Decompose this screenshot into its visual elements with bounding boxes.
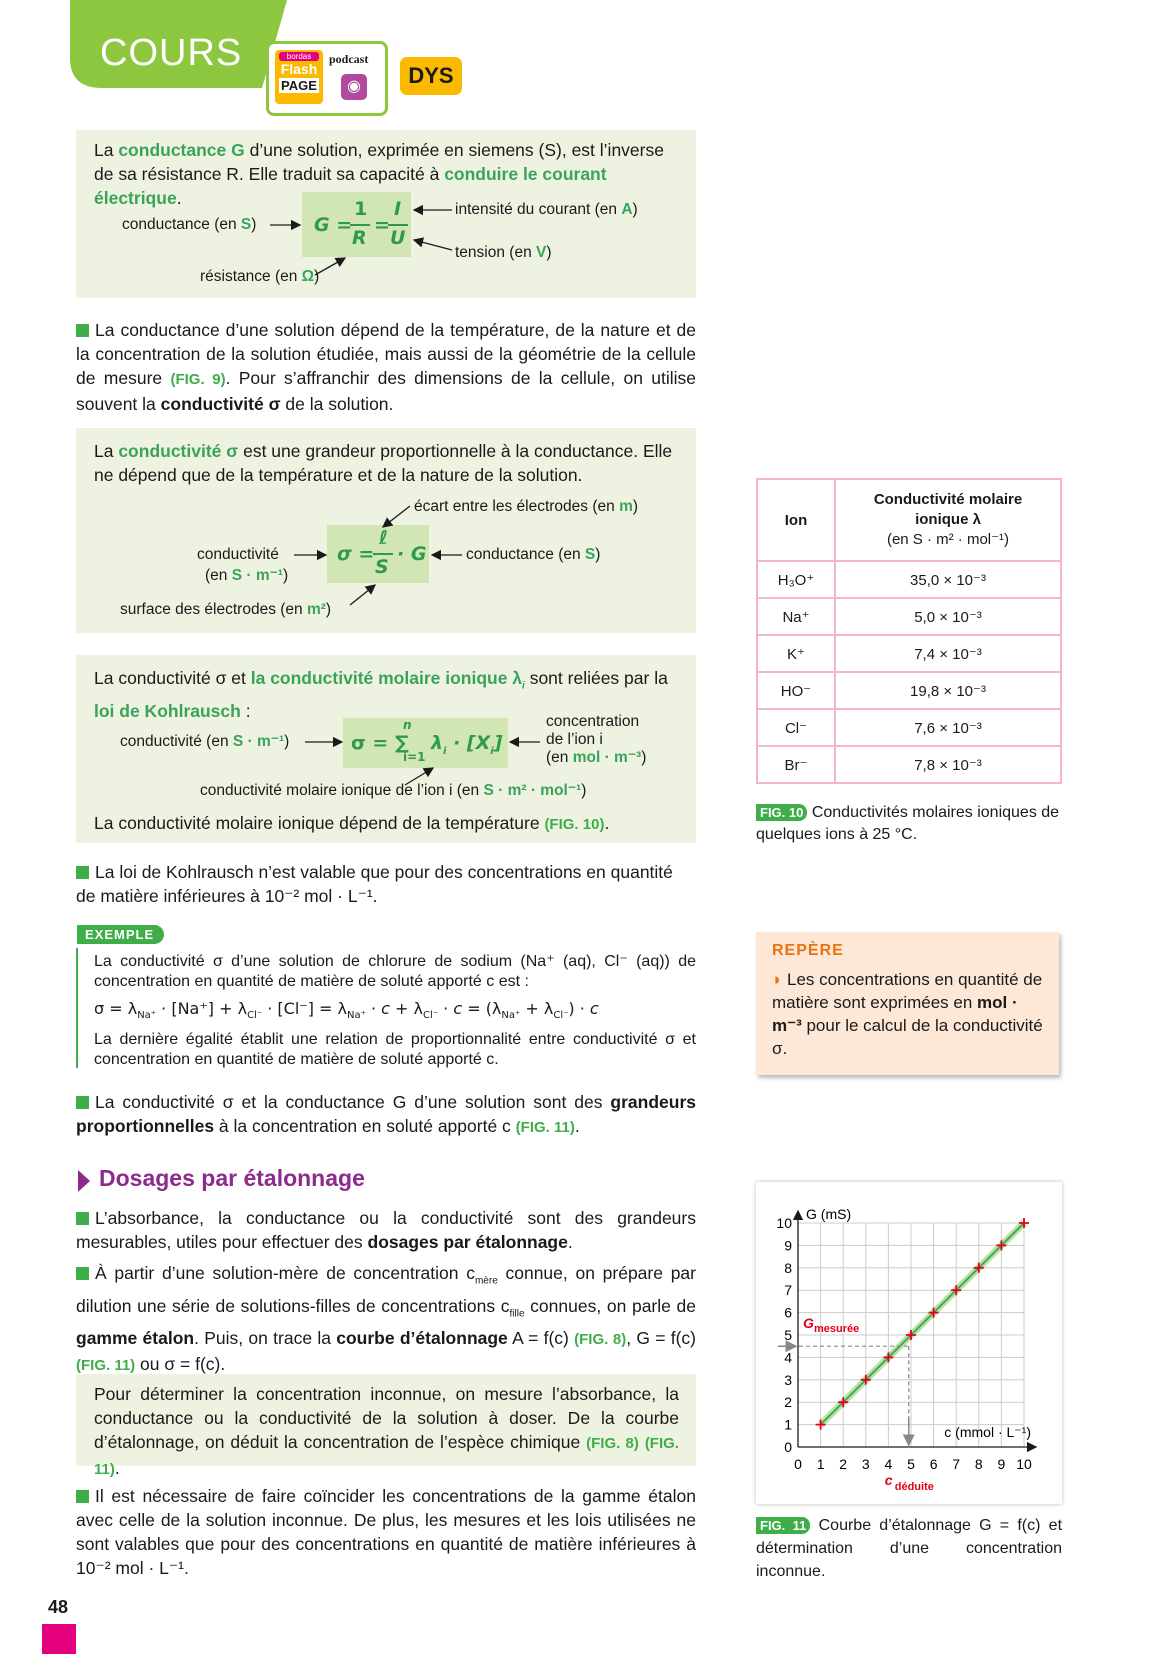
ion-conductivity-table [756,478,1062,784]
y-tick-label: 5 [784,1327,792,1343]
c-deduite-sub: déduite [894,1481,934,1493]
example-text-1: La conductivité σ d’une solution de chlorure de sodium (Na⁺ (aq), Cl⁻ (aq)) de concentration en quantité de matière de soluté apporté c est : [94,953,696,990]
paragraph-kohlrausch-validity: La loi de Kohlrausch n’est valable que pour des concentrations en quantité de matière inférieures à 10⁻² mol · L⁻¹. [76,862,673,906]
x-tick-label: 9 [997,1456,1006,1472]
g-mesuree-sub: mesurée [814,1323,860,1336]
box3-arrows [0,0,700,850]
y-tick-label: 6 [784,1304,792,1321]
podcast-label: podcast [329,52,369,66]
x-tick-label: 8 [974,1456,983,1472]
label-conductance: conductance (en S) [466,546,601,563]
paragraph-gamme-etalon: À partir d’une solution-mère de concentration $c_{mère}$ connue, on prépare par dilution une série de solutions-filles de concentrations $c_{fille}$ connues, on parle de gamme étalon. Puis, on trace la courbe d’étalonnage A = f(c) (FIG. 8), G = f(c) (FIG. 11) ou σ = f(c). [76,1263,696,1374]
x-tick-label: 7 [952,1456,961,1472]
y-tick-label: 8 [784,1259,792,1276]
conductivity-definition: La conductivité σ est une grandeur proportionnelle à la conductance. Elle ne dépend que de la température et de la nature de la solution. [94,441,673,485]
paragraph-coincidence: Il est nécessaire de faire coïncider les concentrations de la gamme étalon avec celle de la solution inconnue. De plus, les mesures et les lois utilisées ne sont valables que pour des concentrations en quantité de matière inférieures à 10⁻² mol · L⁻¹. [76,1486,696,1578]
conductance-definition: La conductance G d’une solution, exprimée en siemens (S), est l’inverse de sa résistance R. Elle traduit sa capacité à conduire le courant électrique. [94,140,664,208]
kohlrausch-intro: La conductivité σ et la conductivité molaire ionique $\lambda_i$ sont reliées par la loi de Kohlrausch : [94,668,668,721]
paragraph-measurable: L’absorbance, la conductance ou la conductivité sont des grandeurs mesurables, utiles pour effectuer des dosages par étalonnage. [76,1208,696,1252]
x-tick-label: 0 [794,1456,802,1472]
repere-box [756,932,1059,1075]
calibration-chart [756,1182,1062,1504]
label-ion-concentration-2: de l’ion i [546,731,603,748]
page-corner-marker [42,1624,76,1654]
chart-caption: FIG. 11 Courbe d’étalonnage G = f(c) et détermination d’une concentration inconnue. [756,1517,1063,1580]
podcast-icon[interactable]: ◉ [341,74,367,100]
label-conductance-unit: conductance (en S) [122,216,257,233]
label-tension-unit: tension (en V) [455,244,552,261]
y-tick-label: 2 [784,1394,792,1411]
formula-conductance: G = 1 R = I U [302,192,411,257]
label-kohlrausch-conductivity: conductivité (en S · m⁻¹) [120,733,290,750]
x-tick-label: 2 [839,1456,848,1472]
formula-conductivity: σ = ℓ S · G [327,525,429,583]
label-conductivity-unit: (en S · m⁻¹) [205,567,289,584]
flash-label: Flash [280,61,318,77]
repere-text: ◗ Les concentrations en quantité de matière sont exprimées en mol · m⁻³ pour le calcul de la conductivité σ. [772,970,1043,1058]
kohlrausch-footer: La conductivité molaire ionique dépend de la température (FIG. 10). [94,813,610,833]
table-row: HO⁻ 19,8 × 10⁻³ [757,672,1061,709]
y-tick-label: 1 [784,1416,792,1433]
label-intensity-unit: intensité du courant (en A) [455,201,638,218]
label-electrode-distance: écart entre les électrodes (en m) [414,498,639,515]
example-tag: EXEMPLE [77,925,164,944]
example-border [76,948,78,1068]
label-ion-concentration-1: concentration [546,713,640,730]
y-tick-label: 7 [784,1282,792,1299]
dys-badge[interactable]: DYS [400,57,462,95]
formula-kohlrausch: σ = ∑ n i=1 $\lambda_i \cdot [X_i]$ [343,718,508,768]
g-mesuree-label: G [803,1315,814,1332]
label-ion-concentration-unit: (en mol · m⁻³) [546,749,647,766]
table-row: H₃O⁺ 35,0 × 10⁻³ [757,561,1061,598]
label-conductivity: conductivité [197,546,279,563]
page-label: PAGE [279,78,319,93]
label-electrode-surface: surface des électrodes (en m²) [120,601,332,618]
y-tick-label: 10 [776,1215,792,1231]
bordas-label: bordas [279,52,319,61]
table-header-row [757,479,1061,561]
y-tick-label: 0 [784,1439,792,1455]
x-tick-label: 10 [1016,1456,1032,1472]
table-row: Na⁺ 5,0 × 10⁻³ [757,598,1061,635]
label-molar-conductivity: conductivité molaire ionique de l’ion i (en S · m² · mol⁻¹) [200,782,587,799]
y-axis-label: G (mS) [806,1206,852,1222]
x-tick-label: 1 [816,1456,825,1472]
c-deduite-label: c [884,1472,893,1488]
table-header-ion: Ion [757,479,835,561]
y-tick-label: 9 [784,1237,792,1254]
y-tick-label: 4 [784,1349,792,1366]
x-tick-label: 3 [861,1456,870,1472]
label-resistance-unit: résistance (en Ω) [200,268,320,285]
page-number: 48 [48,1597,69,1617]
example-text-2: La dernière égalité établit une relation de proportionnalité entre conductivité σ et concentration en quantité de matière de soluté apporté c. [94,1031,696,1068]
example-equation: $\sigma = \lambda_{Na^+} \cdot [Na^+] + \lambda_{Cl^-} \cdot [Cl^-] = \lambda_{Na^+} \cdot c + \lambda_{Cl^-} \cdot c = (\lambda_{Na^+} + \lambda_{Cl^-}) \cdot c$ [94,999,599,1022]
x-axis-label: c (mmol · L⁻¹) [944,1424,1031,1440]
x-tick-label: 4 [884,1456,893,1472]
x-tick-label: 5 [907,1456,915,1472]
paragraph-proportional: La conductivité σ et la conductance G d’une solution sont des grandeurs proportionnelles à la concentration en soluté apporté c (FIG. 11). [76,1092,696,1136]
paragraph-conductance-dependence: La conductance d’une solution dépend de la température, de la nature et de la concentration de la solution étudiée, mais aussi de la géométrie de la cellule de mesure (FIG. 9). Pour s’affranchir des dimensions de la cellule, on utilise souvent la conductivité σ de la solution. [76,320,696,414]
y-tick-label: 3 [784,1371,792,1388]
table-row: Cl⁻ 7,6 × 10⁻³ [757,709,1061,746]
header-title: COURS [100,32,243,74]
table-row: K⁺ 7,4 × 10⁻³ [757,635,1061,672]
table-header-conductivity: Conductivité molaire ionique λ (en S · m² · mol⁻¹) [835,479,1061,561]
section-marker-icon [78,1170,90,1192]
table-caption: FIG. 10 Conductivités molaires ioniques de quelques ions à 25 °C. [756,804,1060,843]
section-title: Dosages par étalonnage [99,1165,365,1191]
table-row: Br⁻ 7,8 × 10⁻³ [757,746,1061,783]
method-text: Pour déterminer la concentration inconnue, on mesure l’absorbance, la conductance ou la conductivité de la solution à doser. De la courbe d’étalonnage, on déduit la concentration de l’espèce chimique (FIG. 8) (FIG. 11). [94,1384,679,1478]
repere-title: REPÈRE [772,942,844,959]
x-tick-label: 6 [929,1456,938,1472]
